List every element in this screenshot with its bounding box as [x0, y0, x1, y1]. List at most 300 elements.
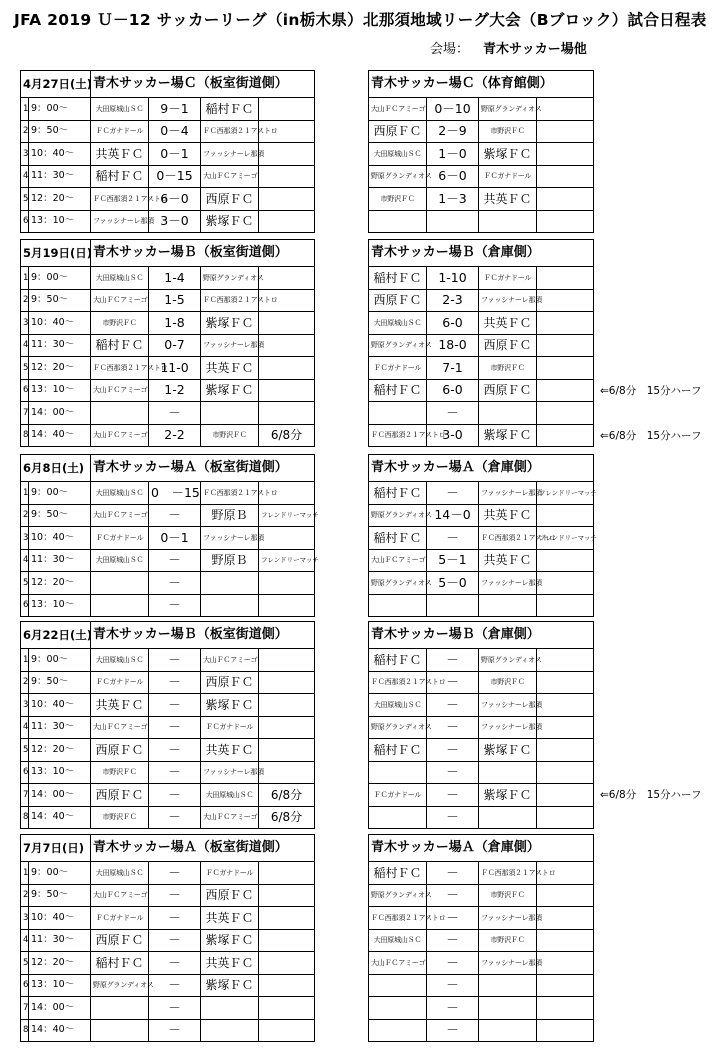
match-score: 1-8 — [149, 312, 201, 335]
table-row — [369, 120, 594, 143]
match-number: 6 — [21, 594, 29, 617]
away-team: 紫塚ＦＣ — [201, 694, 259, 717]
away-team: 紫塚ＦＣ — [479, 143, 537, 166]
home-team: ＦＣガナドール — [91, 120, 149, 143]
home-team: 稲村ＦＣ — [369, 739, 427, 762]
away-team: 大山ＦＣアミーゴ — [201, 165, 259, 188]
match-remark — [537, 504, 594, 527]
match-remark — [259, 572, 315, 595]
home-team: 大田原城山ＳＣ — [369, 143, 427, 166]
match-remark — [537, 402, 594, 425]
table-row — [369, 334, 594, 357]
kickoff-time: 11：30～ — [29, 549, 91, 572]
match-date: 5月19日(日) — [21, 240, 91, 267]
match-score: － — [427, 952, 479, 975]
table-row — [369, 884, 594, 907]
home-team: 市野沢ＦＣ — [91, 806, 149, 829]
home-team: 大田原城山ＳＣ — [369, 694, 427, 717]
away-team: 市野沢ＦＣ — [479, 671, 537, 694]
kickoff-time: 10：40～ — [29, 312, 91, 335]
table-row — [369, 784, 594, 807]
table-row — [369, 267, 594, 290]
match-remark — [259, 379, 315, 402]
match-number: 6 — [21, 210, 29, 233]
home-team: ＦＣ西那須２１アストロ — [369, 424, 427, 447]
home-team: 大田原城山ＳＣ — [91, 482, 149, 505]
match-remark — [259, 143, 315, 166]
home-team: 市野沢ＦＣ — [369, 188, 427, 211]
schedule-table-right — [368, 239, 594, 447]
away-team: 大田原城山ＳＣ — [201, 784, 259, 807]
match-remark — [537, 671, 594, 694]
away-team: 紫塚ＦＣ — [201, 929, 259, 952]
home-team: 稲村ＦＣ — [369, 527, 427, 550]
match-remark — [259, 739, 315, 762]
match-number: 7 — [21, 997, 29, 1020]
schedule-table-left — [20, 834, 315, 1042]
match-score: 1-5 — [149, 289, 201, 312]
table-row — [369, 716, 594, 739]
match-remark — [259, 907, 315, 930]
table-row — [369, 1019, 594, 1042]
table-row — [369, 527, 594, 550]
table-row — [21, 806, 315, 829]
schedule-note: ⇐6/8分 15分ハーフ — [600, 384, 702, 397]
away-team: 共英ＦＣ — [201, 952, 259, 975]
match-date: 4月27日(土) — [21, 71, 91, 98]
kickoff-time: 14：40～ — [29, 424, 91, 447]
match-number: 5 — [21, 739, 29, 762]
match-remark — [537, 120, 594, 143]
match-remark — [259, 671, 315, 694]
kickoff-time: 9：50～ — [29, 671, 91, 694]
table-row — [21, 267, 315, 290]
match-remark — [537, 357, 594, 380]
home-team — [369, 761, 427, 784]
away-team: ファッシナーレ那須 — [479, 716, 537, 739]
match-score: － — [149, 572, 201, 595]
table-row — [21, 334, 315, 357]
kickoff-time: 10：40～ — [29, 907, 91, 930]
table-row — [21, 482, 315, 505]
match-number: 2 — [21, 289, 29, 312]
match-number: 6 — [21, 379, 29, 402]
away-team: 西原ＦＣ — [479, 334, 537, 357]
away-team: ファッシナーレ那須 — [479, 572, 537, 595]
table-row — [21, 594, 315, 617]
match-score: － — [427, 929, 479, 952]
home-team: 市野沢ＦＣ — [91, 761, 149, 784]
table-row — [21, 98, 315, 121]
match-remark — [537, 549, 594, 572]
table-row — [369, 806, 594, 829]
home-team: 稲村ＦＣ — [369, 379, 427, 402]
table-row — [369, 862, 594, 885]
kickoff-time: 14：40～ — [29, 1019, 91, 1042]
away-team: 紫塚ＦＣ — [479, 784, 537, 807]
match-remark — [259, 974, 315, 997]
away-team — [479, 402, 537, 425]
home-team: 大山ＦＣアミーゴ — [91, 289, 149, 312]
table-row — [21, 572, 315, 595]
home-team: ＦＣ西那須２１アストロ — [369, 907, 427, 930]
away-team: 野原グランディオス — [479, 649, 537, 672]
match-number: 4 — [21, 716, 29, 739]
kickoff-time: 11：30～ — [29, 716, 91, 739]
away-team — [479, 974, 537, 997]
away-team: 大山ＦＣアミーゴ — [201, 806, 259, 829]
match-score: 3－0 — [149, 210, 201, 233]
match-number: 2 — [21, 504, 29, 527]
away-team: 共英ＦＣ — [479, 188, 537, 211]
schedule-note: ⇐6/8分 15分ハーフ — [600, 429, 702, 442]
match-score: 0－4 — [149, 120, 201, 143]
kickoff-time: 14：00～ — [29, 402, 91, 425]
home-team: 稲村ＦＣ — [369, 267, 427, 290]
schedule-note: ⇐6/8分 15分ハーフ — [600, 789, 702, 801]
match-score: 6－0 — [427, 165, 479, 188]
home-team: 大山ＦＣアミーゴ — [91, 504, 149, 527]
away-team: 紫塚ＦＣ — [479, 424, 537, 447]
kickoff-time: 10：40～ — [29, 527, 91, 550]
match-score: － — [427, 997, 479, 1020]
away-team: ファッシナーレ那須 — [201, 334, 259, 357]
match-remark — [537, 334, 594, 357]
table-row — [21, 1019, 315, 1042]
away-team: ＦＣガナドール — [201, 716, 259, 739]
match-remark — [537, 312, 594, 335]
match-remark — [537, 716, 594, 739]
away-team: ＦＣ西那須２１アストロ — [201, 289, 259, 312]
match-remark — [259, 929, 315, 952]
match-score: 6－0 — [149, 188, 201, 211]
away-team: ＦＣ西那須２１アストロ — [201, 120, 259, 143]
table-row — [21, 424, 315, 447]
home-team: 大田原城山ＳＣ — [91, 267, 149, 290]
home-team — [369, 806, 427, 829]
match-score: 9－1 — [149, 98, 201, 121]
away-team — [201, 402, 259, 425]
match-date: 6月8日(土) — [21, 455, 91, 482]
home-team — [369, 210, 427, 233]
kickoff-time: 13：10～ — [29, 974, 91, 997]
away-team: 共英ＦＣ — [201, 739, 259, 762]
match-score: 14－0 — [427, 504, 479, 527]
match-remark — [537, 974, 594, 997]
table-row — [369, 952, 594, 975]
away-team — [479, 594, 537, 617]
match-score: 1－3 — [427, 188, 479, 211]
match-remark — [259, 1019, 315, 1042]
match-remark — [259, 716, 315, 739]
match-remark — [537, 929, 594, 952]
away-team: ファッシナーレ那須 — [479, 482, 537, 505]
match-score: － — [149, 907, 201, 930]
match-remark: 6/8分 — [259, 784, 315, 807]
home-team — [369, 974, 427, 997]
table-row — [369, 549, 594, 572]
match-score: － — [427, 716, 479, 739]
field-name: 青木サッカー場Ａ（倉庫側） — [369, 835, 594, 862]
venue-line — [430, 38, 587, 57]
kickoff-time: 11：30～ — [29, 334, 91, 357]
match-remark — [259, 334, 315, 357]
away-team: ファッシナーレ那須 — [201, 143, 259, 166]
match-score: 0－1 — [149, 143, 201, 166]
match-remark — [259, 312, 315, 335]
table-row — [369, 402, 594, 425]
match-number: 5 — [21, 357, 29, 380]
match-remark — [537, 884, 594, 907]
match-remark — [259, 267, 315, 290]
match-score: 3-0 — [427, 424, 479, 447]
venue-value: 青木サッカー場他 — [483, 42, 587, 57]
table-row — [369, 671, 594, 694]
field-name: 青木サッカー場Ｂ（倉庫側） — [369, 240, 594, 267]
match-score: 2-2 — [149, 424, 201, 447]
match-remark — [537, 806, 594, 829]
match-number: 4 — [21, 549, 29, 572]
away-team: 大山ＦＣアミーゴ — [201, 649, 259, 672]
match-score: － — [427, 1019, 479, 1042]
match-score: 0－15 — [149, 165, 201, 188]
match-number: 4 — [21, 165, 29, 188]
match-score: － — [427, 402, 479, 425]
match-number: 4 — [21, 334, 29, 357]
kickoff-time: 14：00～ — [29, 997, 91, 1020]
schedule-table-left — [20, 621, 315, 829]
match-score: － — [427, 907, 479, 930]
match-score: － — [149, 929, 201, 952]
match-remark: 6/8分 — [259, 806, 315, 829]
away-team: 西原ＦＣ — [201, 884, 259, 907]
table-row — [369, 188, 594, 211]
match-score: － — [427, 739, 479, 762]
match-remark — [537, 188, 594, 211]
table-row — [369, 379, 594, 402]
home-team: 大山ＦＣアミーゴ — [369, 98, 427, 121]
match-remark — [259, 357, 315, 380]
home-team: 野原グランディオス — [369, 165, 427, 188]
match-remark — [537, 649, 594, 672]
home-team: 大田原城山ＳＣ — [91, 862, 149, 885]
home-team: 野原グランディオス — [91, 974, 149, 997]
match-score: － — [427, 784, 479, 807]
table-row — [21, 504, 315, 527]
home-team: 大田原城山ＳＣ — [369, 312, 427, 335]
home-team: 大田原城山ＳＣ — [91, 98, 149, 121]
table-row — [21, 739, 315, 762]
match-number: 5 — [21, 188, 29, 211]
home-team: 大田原城山ＳＣ — [369, 929, 427, 952]
away-team: ファッシナーレ那須 — [479, 289, 537, 312]
table-row — [21, 649, 315, 672]
match-remark — [537, 424, 594, 447]
kickoff-time: 12：20～ — [29, 357, 91, 380]
match-remark: フレンドリーマッチ — [259, 504, 315, 527]
kickoff-time: 12：20～ — [29, 739, 91, 762]
home-team: 稲村ＦＣ — [91, 165, 149, 188]
match-remark — [259, 210, 315, 233]
away-team: 紫塚ＦＣ — [201, 379, 259, 402]
kickoff-time: 9：50～ — [29, 289, 91, 312]
match-remark — [259, 649, 315, 672]
home-team — [91, 594, 149, 617]
schedule-table-right — [368, 834, 594, 1042]
kickoff-time: 9：00～ — [29, 649, 91, 672]
page-title: JFA 2019 Ｕ－12 サッカーリーグ（in栃木県）北那須地域リーグ大会（Bブロック）試合日程表 — [14, 11, 707, 29]
match-remark — [259, 694, 315, 717]
table-row — [369, 694, 594, 717]
match-score: － — [149, 1019, 201, 1042]
match-score: 18-0 — [427, 334, 479, 357]
match-remark — [537, 694, 594, 717]
match-number: 2 — [21, 120, 29, 143]
home-team: ＦＣ西那須２１アストロ — [369, 671, 427, 694]
match-score: － — [427, 482, 479, 505]
home-team: 野原グランディオス — [369, 884, 427, 907]
match-remark — [259, 862, 315, 885]
field-name: 青木サッカー場Ｃ（板室街道側） — [91, 71, 315, 98]
home-team: 市野沢ＦＣ — [91, 312, 149, 335]
table-row — [21, 120, 315, 143]
match-date: 6月22日(土) — [21, 622, 91, 649]
match-score: － — [427, 649, 479, 672]
away-team: 市野沢ＦＣ — [201, 424, 259, 447]
table-row — [369, 974, 594, 997]
match-number: 3 — [21, 527, 29, 550]
match-remark — [537, 997, 594, 1020]
table-row — [21, 671, 315, 694]
table-row — [21, 188, 315, 211]
away-team: 野原グランディオス — [201, 267, 259, 290]
field-name: 青木サッカー場Ａ（板室街道側） — [91, 835, 315, 862]
away-team: 市野沢ＦＣ — [479, 120, 537, 143]
match-remark — [537, 98, 594, 121]
away-team: ファッシナーレ那須 — [479, 907, 537, 930]
table-row — [21, 974, 315, 997]
match-remark: フレンドリーマッチ — [537, 527, 594, 550]
table-row — [369, 98, 594, 121]
away-team: 共英ＦＣ — [479, 504, 537, 527]
home-team: 稲村ＦＣ — [369, 862, 427, 885]
schedule-table-left — [20, 70, 315, 233]
away-team: 野原グランディオス — [479, 98, 537, 121]
away-team: ＦＣ西那須２１アストロ — [479, 527, 537, 550]
home-team: 西原ＦＣ — [91, 739, 149, 762]
away-team: ファッシナーレ那須 — [201, 761, 259, 784]
home-team: ＦＣガナドール — [369, 784, 427, 807]
match-score: 0－10 — [427, 98, 479, 121]
match-number: 7 — [21, 402, 29, 425]
away-team: 稲村ＦＣ — [201, 98, 259, 121]
table-row — [369, 289, 594, 312]
match-score: － — [149, 997, 201, 1020]
away-team — [201, 594, 259, 617]
match-score: － — [149, 504, 201, 527]
match-score: － — [427, 527, 479, 550]
away-team: 西原ＦＣ — [201, 671, 259, 694]
match-score: － — [149, 594, 201, 617]
match-remark — [537, 379, 594, 402]
match-remark — [259, 98, 315, 121]
table-row — [21, 312, 315, 335]
match-score: 5－1 — [427, 549, 479, 572]
schedule-table-right — [368, 454, 597, 617]
home-team — [369, 997, 427, 1020]
home-team — [369, 594, 427, 617]
table-row — [21, 761, 315, 784]
match-remark — [259, 884, 315, 907]
away-team: ＦＣ西那須２１アストロ — [201, 482, 259, 505]
match-remark — [537, 143, 594, 166]
kickoff-time: 10：40～ — [29, 694, 91, 717]
match-remark — [537, 210, 594, 233]
away-team: 市野沢ＦＣ — [479, 884, 537, 907]
kickoff-time: 9：50～ — [29, 504, 91, 527]
match-remark — [537, 907, 594, 930]
match-score: － — [149, 806, 201, 829]
home-team: ファッシナーレ那須 — [91, 210, 149, 233]
table-row — [21, 527, 315, 550]
match-score: － — [149, 884, 201, 907]
home-team: 大田原城山ＳＣ — [91, 549, 149, 572]
match-score: － — [427, 884, 479, 907]
match-score: － — [427, 862, 479, 885]
table-row — [21, 952, 315, 975]
match-remark — [537, 784, 594, 807]
table-row — [369, 143, 594, 166]
kickoff-time: 11：30～ — [29, 929, 91, 952]
away-team: 市野沢ＦＣ — [479, 357, 537, 380]
table-row — [369, 761, 594, 784]
away-team: ＦＣ西那須２１アストロ — [479, 862, 537, 885]
match-remark: フレンドリーマッチ — [259, 549, 315, 572]
table-row — [21, 379, 315, 402]
table-row — [369, 424, 594, 447]
match-score — [427, 210, 479, 233]
kickoff-time: 13：10～ — [29, 761, 91, 784]
match-score: － — [149, 694, 201, 717]
away-team: ＦＣガナドール — [201, 862, 259, 885]
table-row — [21, 289, 315, 312]
match-score: － — [149, 952, 201, 975]
field-name: 青木サッカー場Ａ（倉庫側） — [369, 455, 594, 482]
table-row — [369, 594, 594, 617]
match-number: 5 — [21, 952, 29, 975]
table-row — [369, 482, 594, 505]
match-score: － — [149, 974, 201, 997]
kickoff-time: 9：00～ — [29, 267, 91, 290]
field-name: 青木サッカー場Ａ（板室街道側） — [91, 455, 315, 482]
away-team — [201, 1019, 259, 1042]
away-team: ＦＣガナドール — [479, 165, 537, 188]
match-number: 5 — [21, 572, 29, 595]
match-number: 1 — [21, 98, 29, 121]
match-score: － — [149, 549, 201, 572]
home-team: 西原ＦＣ — [369, 289, 427, 312]
away-team: 共英ＦＣ — [201, 357, 259, 380]
table-row — [369, 929, 594, 952]
home-team: ＦＣ西那須２１アストロ — [91, 188, 149, 211]
home-team: 大山ＦＣアミーゴ — [91, 884, 149, 907]
match-remark: 6/8分 — [259, 424, 315, 447]
home-team: 野原グランディオス — [369, 334, 427, 357]
table-row — [369, 165, 594, 188]
field-name: 青木サッカー場Ｂ（倉庫側） — [369, 622, 594, 649]
away-team — [479, 210, 537, 233]
match-remark — [259, 402, 315, 425]
